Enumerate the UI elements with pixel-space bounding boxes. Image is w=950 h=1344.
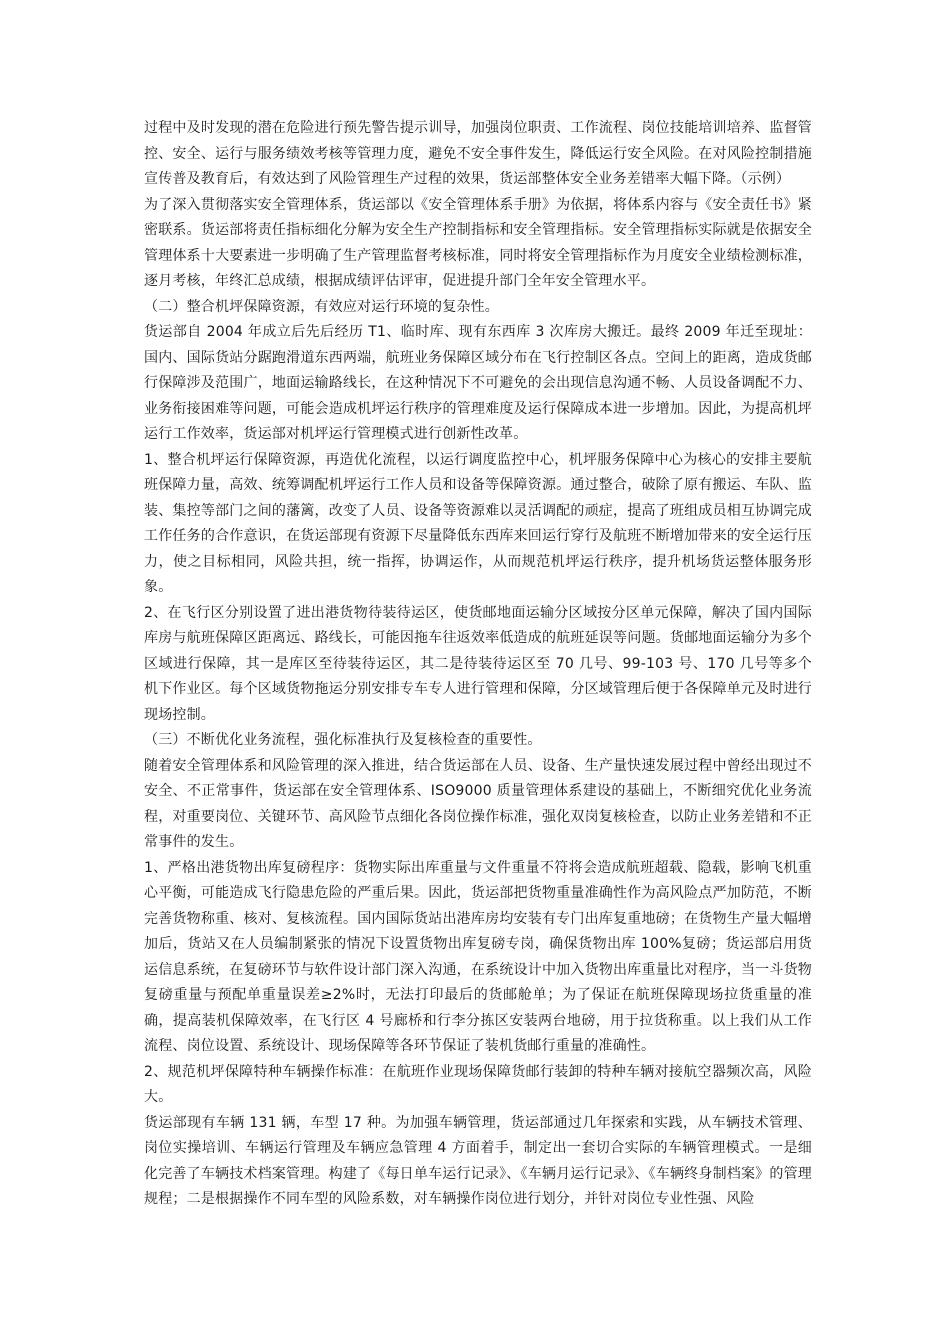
document-body — [144, 116, 812, 1213]
section-heading-2: （二）整合机坪保障资源，有效应对运行环境的复杂性。 — [144, 298, 499, 315]
paragraph-reweighing-procedure: 1、严格出港货物出库复磅程序：货物实际出库重量与文件重量不符将会造成航班超载、隐载，影响飞机重心平衡，可能造成飞行隐患危险的严重后果。因此，货运部把货物重量准确性作为高风险点严加防范，不断完善货物称重、核对、复核流程。国内国际货站出港库房均安装有专门出库复重地磅；在货物生产量大幅增加后，货站又在人员编制紧张的情况下设置货物出库复磅专岗，确保货物出库 100%复磅；货运部启用货运信息系统，在复磅环节与软件设计部门深入沟通，在系统设计中加入货物出库重量比对程序，当一斗货物复磅重量与预配单重量误差≥2%时，无法打印最后的货邮舱单；为了保证在航班保障现场拉货重量的准确，提高装机保障效率，在飞行区 4 号廊桥和行李分拣区安装两台地磅，用于拉货称重。以上我们从工作流程、岗位设置、系统设计、现场保障等各环节保证了装机货邮行重量的准确性。 — [144, 859, 812, 1054]
paragraph-vehicle-management: 货运部现有车辆 131 辆，车型 17 种。为加强车辆管理，货运部通过几年探索和实践，从车辆技术管理、岗位实操培训、车辆运行管理及车辆应急管理 4 方面着手，制定出一套切合实际的车辆管理模式。一是细化完善了车辆技术档案管理。构建了《每日单车运行记录》、《车辆月运行记录》、《车辆终身制档案》的管理规程；二是根据操作不同车型的风险系数，对车辆操作岗位进行划分，并针对岗位专业性强、风险 — [144, 1114, 812, 1207]
paragraph-safety-management-system: 为了深入贯彻落实安全管理体系，货运部以《安全管理体系手册》为依据，将体系内容与《安全责任书》紧密联系。货运部将责任指标细化分解为安全生产控制指标和安全管理指标。安全管理指标实际就是依据安全管理体系十大要素进一步明确了生产管理监督考核标准，同时将安全管理指标作为月度安全业绩检测标准，逐月考核，年终汇总成绩，根据成绩评估评审，促进提升部门全年安全管理水平。 — [144, 196, 812, 289]
section-heading-3: （三）不断优化业务流程，强化标准执行及复核检查的重要性。 — [144, 732, 542, 748]
paragraph-risk-control-summary: 过程中及时发现的潜在危险进行预先警告提示训导，加强岗位职责、工作流程、岗位技能培训培养、监督管控、安全、运行与服务绩效考核等管理力度，避免不安全事件发生，降低运行安全风险。在对风险控制措施宣传普及教育后，有效达到了风险管理生产过程的效果，货运部整体安全业务差错率大幅下降。（示例） — [144, 120, 812, 187]
paragraph-process-optimization: 随着安全管理体系和风险管理的深入推进，结合货运部在人员、设备、生产量快速发展过程中曾经出现过不安全、不正常事件，货运部在安全管理体系、ISO9000 质量管理体系建设的基础上，不断细究优化业务流程，对重要岗位、关键环节、高风险节点细化各岗位操作标准，强化双岗复核检查，以防止业务差错和不正常事件的发生。 — [144, 757, 812, 850]
paragraph-staging-zones: 2、在飞行区分别设置了进出港货物待装待运区，使货邮地面运输分区域按分区单元保障，解决了国内国际库房与航班保障区距离远、路线长，可能因拖车往返效率低造成的航班延误等问题。货邮地面运输分为多个区域进行保障，其一是库区至待装待运区，其二是待装待运区至 70 几号、99-103 号、170 几号等多个机下作业区。每个区域货物拖运分别安排专车专人进行管理和保障，分区域管理后便于各保障单元及时进行现场控制。 — [144, 604, 812, 723]
paragraph-apron-resource-integration: 1、整合机坪运行保障资源，再造优化流程，以运行调度监控中心，机坪服务保障中心为核心的安排主要航班保障力量，高效、统筹调配机坪运行工作人员和设备等保障资源。通过整合，破除了原有搬运、车队、监装、集控等部门之间的藩篱，改变了人员、设备等资源难以灵活调配的顽症，提高了班组成员相互协调完成工作任务的合作意识，在货运部现有资源下尽量降低东西库来回运行穿行及航班不断增加带来的安全运行压力，使之目标相同，风险共担，统一指挥，协调运作，从而规范机坪运行秩序，提升机场货运整体服务形象。 — [144, 451, 812, 595]
paragraph-cargo-relocation: 货运部自 2004 年成立后先后经历 T1、临时库、现有东西库 3 次库房大搬迁。最终 2009 年迁至现址：国内、国际货站分踞跑滑道东西两端，航班业务保障区域分布在飞行控制区各点。空间上的距离，造成货邮行保障涉及范围广，地面运输路线长，在这种情况下不可避免的会出现信息沟通不畅、人员设备调配不力、业务衔接困难等问题，可能会造成机坪运行秩序的管理难度及运行保障成本进一步增加。因此，为提高机坪运行工作效率，货运部对机坪运行管理模式进行创新性改革。 — [144, 324, 812, 442]
paragraph-special-vehicle-standards: 2、规范机坪保障特种车辆操作标准：在航班作业现场保障货邮行装卸的特种车辆对接航空器频次高，风险大。 — [144, 1063, 812, 1105]
